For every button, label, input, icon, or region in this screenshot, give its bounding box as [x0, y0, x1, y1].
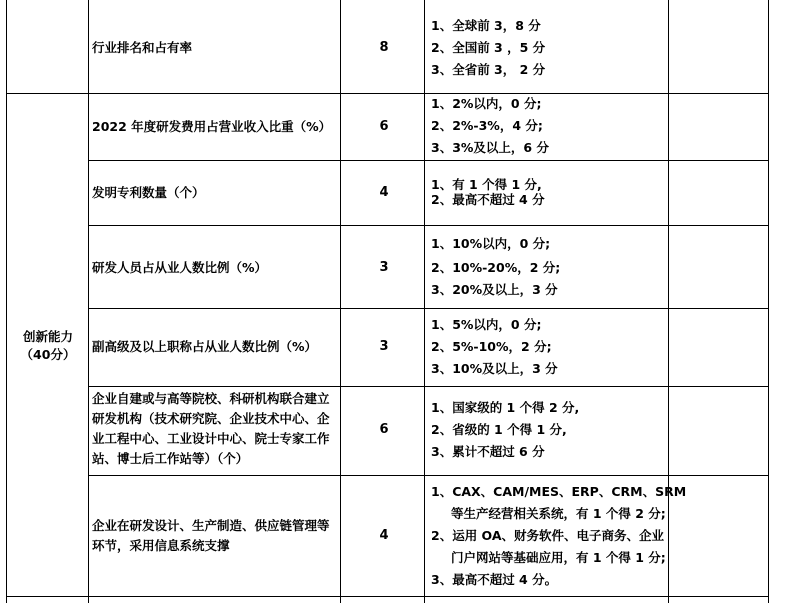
table-border-left — [6, 0, 7, 603]
rule-line: 3、最高不超过 4 分。 — [431, 572, 558, 587]
category-line: 创新能力 — [22, 329, 73, 344]
rule-line: 2、5%-10%，2 分; — [431, 339, 552, 354]
rule-line: 1、全球前 3，8 分 — [431, 18, 541, 33]
table-border-bottom — [6, 596, 769, 597]
rule-line: 2、运用 OA、财务软件、电子商务、企业 — [431, 528, 665, 543]
category-label — [12, 328, 84, 364]
score-cell: 3 — [379, 260, 389, 275]
rule-line: 1、国家级的 1 个得 2 分, — [431, 400, 580, 415]
column-divider — [340, 0, 341, 603]
category-line: （40分） — [20, 347, 76, 362]
score-cell: 6 — [379, 119, 389, 134]
indicator-line: 业工程中心、工业设计中心、院士专家工作 — [92, 431, 330, 446]
rule-line: 2、最高不超过 4 分 — [431, 192, 545, 207]
row-divider — [88, 225, 769, 226]
rule-line: 2、2%-3%，4 分; — [431, 118, 543, 133]
row-divider — [88, 160, 769, 161]
indicator-line: 企业在研发设计、生产制造、供应链管理等 — [92, 518, 330, 533]
score-cell: 8 — [379, 40, 389, 55]
indicator-cell — [92, 389, 342, 469]
row-divider — [88, 386, 769, 387]
rule-line: 3、10%及以上，3 分 — [431, 361, 558, 376]
indicator-cell — [92, 516, 342, 556]
rule-line: 1、CAX、CAM/MES、ERP、CRM、SRM — [431, 484, 687, 499]
column-divider — [424, 0, 425, 603]
indicator-line: 企业自建或与高等院校、科研机构联合建立 — [92, 391, 330, 406]
rule-line: 1、有 1 个得 1 分, — [431, 177, 542, 192]
row-divider — [6, 93, 769, 94]
rule-line: 3、20%及以上，3 分 — [431, 282, 558, 297]
column-divider — [668, 0, 669, 603]
indicator-cell: 行业排名和占有率 — [92, 40, 193, 55]
rule-line: 门户网站等基础应用，有 1 个得 1 分; — [451, 550, 666, 565]
rule-line: 2、全国前 3 ，5 分 — [431, 40, 546, 55]
rule-line: 3、全省前 3， 2 分 — [431, 62, 546, 77]
rule-line: 3、累计不超过 6 分 — [431, 444, 545, 459]
indicator-cell: 研发人员占从业人数比例（%） — [92, 260, 268, 275]
rule-line: 等生产经营相关系统，有 1 个得 2 分; — [451, 506, 666, 521]
rule-line: 1、2%以内，0 分; — [431, 96, 542, 111]
score-cell: 4 — [379, 528, 389, 543]
row-divider — [88, 308, 769, 309]
rule-line: 3、3%及以上，6 分 — [431, 140, 549, 155]
indicator-cell: 2022 年度研发费用占营业收入比重（%） — [92, 119, 332, 134]
indicator-line: 站、博士后工作站等）（个） — [92, 451, 249, 466]
rule-line: 2、10%-20%，2 分; — [431, 260, 561, 275]
rule-line: 1、5%以内，0 分; — [431, 317, 542, 332]
row-divider — [88, 475, 769, 476]
rule-line: 2、省级的 1 个得 1 分, — [431, 422, 567, 437]
column-divider — [88, 0, 89, 603]
table-border-right — [768, 0, 769, 603]
indicator-cell: 发明专利数量（个） — [92, 185, 205, 200]
score-cell: 4 — [379, 185, 389, 200]
rule-line: 1、10%以内，0 分; — [431, 236, 551, 251]
indicator-line: 环节，采用信息系统支撑 — [92, 538, 230, 553]
indicator-cell: 副高级及以上职称占从业人数比例（%） — [92, 339, 318, 354]
indicator-line: 研发机构（技术研究院、企业技术中心、企 — [92, 411, 330, 426]
score-cell: 3 — [379, 339, 389, 354]
score-cell: 6 — [379, 422, 389, 437]
